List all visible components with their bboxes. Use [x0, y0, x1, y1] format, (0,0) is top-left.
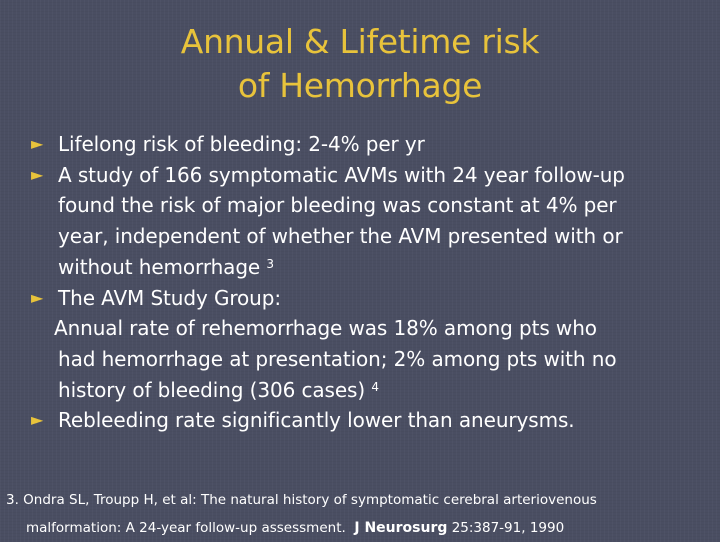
- bullet-list: [31, 129, 678, 436]
- footnote-line-2-post: 25:387-91, 1990: [451, 520, 565, 536]
- footnote-line-1: 3. Ondra SL, Troupp H, et al: The natural history of symptomatic cerebral arteriovenous: [6, 492, 597, 508]
- bullet-arrow-icon: ►: [31, 410, 44, 430]
- bullet-text-end: without hemorrhage: [58, 254, 261, 279]
- bullet-subtext: [58, 375, 678, 406]
- slide-title-line-1: Annual & Lifetime risk: [180, 22, 540, 61]
- bullet-subtext: Annual rate of rehemorrhage was 18% among pts who: [54, 316, 597, 341]
- bullet-item-1: [31, 129, 678, 160]
- bullet-text-continued: [58, 252, 678, 283]
- bullet-text: Rebleeding rate significantly lower than aneurysms.: [58, 408, 575, 433]
- slide-title-line-2: of Hemorrhage: [237, 66, 483, 105]
- reference-marker: 3: [266, 256, 274, 271]
- bullet-arrow-icon: ►: [31, 134, 44, 153]
- reference-marker: 4: [371, 379, 379, 394]
- bullet-subtext: had hemorrhage at presentation; 2% among pts with no: [58, 346, 617, 371]
- bullet-text-continued: year, independent of whether the AVM presented with or: [58, 224, 623, 249]
- slide-title: [60, 20, 660, 108]
- bullet-text: A study of 166 symptomatic AVMs with 24 year follow-up: [58, 162, 625, 187]
- footnote-line-2: [6, 514, 716, 542]
- footnote-reference: [6, 486, 716, 542]
- bullet-text: The AVM Study Group:: [58, 285, 281, 310]
- journal-name: J Neurosurg: [354, 520, 448, 536]
- bullet-item-2: [31, 160, 678, 191]
- bullet-item-3: [31, 283, 678, 314]
- bullet-arrow-icon: ►: [31, 287, 44, 307]
- bullet-subtext-end: history of bleeding (306 cases): [58, 377, 366, 402]
- bullet-text-continued: found the risk of major bleeding was constant at 4% per: [58, 193, 617, 218]
- bullet-item-4: [31, 405, 678, 436]
- bullet-arrow-icon: ►: [31, 164, 44, 184]
- bullet-text: Lifelong risk of bleeding: 2-4% per yr: [58, 132, 425, 156]
- footnote-line-2-pre: malformation: A 24-year follow-up assessment.: [26, 520, 346, 536]
